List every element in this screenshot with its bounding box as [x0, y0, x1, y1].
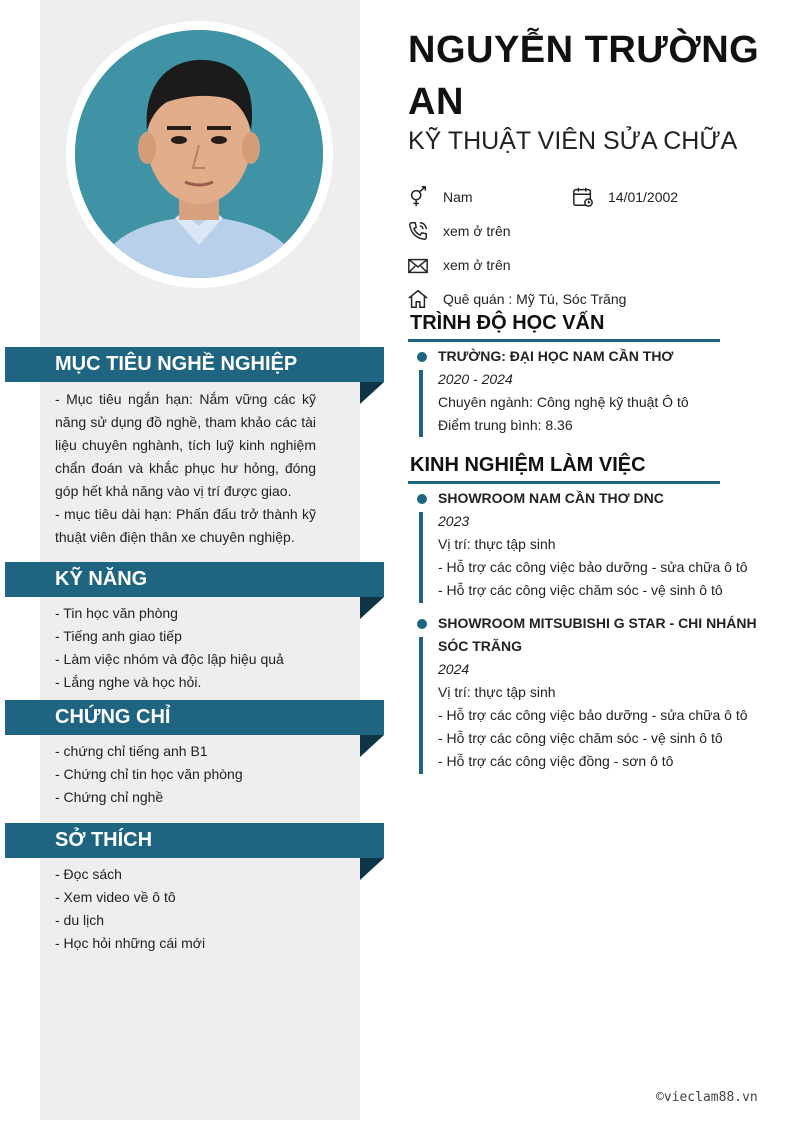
- job-position: Vị trí: thực tập sinh: [438, 684, 556, 700]
- section-header-education: TRÌNH ĐỘ HỌC VẤN: [410, 312, 605, 334]
- hobbies-list: [55, 863, 316, 955]
- job-task: - Hỗ trợ các công việc đồng - sơn ô tô: [438, 753, 674, 769]
- hobby-item: - Xem video về ô tô: [55, 889, 176, 905]
- education-gpa: Điểm trung bình: 8.36: [438, 417, 573, 433]
- company-name: SHOWROOM MITSUBISHI G STAR - CHI NHÁNH SÓC TRĂNG: [438, 615, 757, 654]
- birthdate-text: 14/01/2002: [608, 189, 679, 205]
- experience-entry: [438, 487, 783, 602]
- section-underline: [408, 339, 720, 342]
- skill-item: - Làm việc nhóm và độc lập hiệu quả: [55, 651, 284, 667]
- home-icon: [407, 288, 429, 310]
- band-fold-decoration: [360, 597, 384, 619]
- skills-list: [55, 602, 316, 694]
- skill-item: - Lắng nghe và học hỏi.: [55, 674, 202, 690]
- section-header-experience: KINH NGHIỆM LÀM VIỆC: [410, 454, 646, 476]
- education-major: Chuyên ngành: Công nghệ kỹ thuật Ô tô: [438, 394, 689, 410]
- avatar-portrait: [75, 30, 323, 278]
- band-fold-decoration: [360, 735, 384, 757]
- timeline-line: [419, 370, 423, 437]
- job-task: - Hỗ trợ các công việc bảo dưỡng - sửa chữa ô tô: [438, 707, 748, 723]
- section-underline: [408, 481, 720, 484]
- skill-item: - Tiếng anh giao tiếp: [55, 628, 182, 644]
- job-title: KỸ THUẬT VIÊN SỬA CHỮA: [408, 127, 738, 155]
- job-task: - Hỗ trợ các công việc chăm sóc - vệ sinh ô tô: [438, 582, 723, 598]
- skill-item: - Tin học văn phòng: [55, 605, 178, 621]
- gender-text: Nam: [443, 189, 473, 205]
- hobby-item: - Học hỏi những cái mới: [55, 935, 206, 951]
- hometown-text: Quê quán : Mỹ Tú, Sóc Trăng: [443, 291, 627, 307]
- phone-text: xem ở trên: [443, 223, 511, 239]
- section-header-skills: KỸ NĂNG: [5, 562, 384, 597]
- section-header-hobbies: SỞ THÍCH: [5, 823, 384, 858]
- footer-watermark: ©vieclam88.vn: [656, 1090, 758, 1105]
- education-entry: [438, 345, 689, 437]
- timeline-line: [419, 512, 423, 603]
- timeline-line: [419, 637, 423, 774]
- certificate-item: - chứng chỉ tiếng anh B1: [55, 743, 208, 759]
- job-position: Vị trí: thực tập sinh: [438, 536, 556, 552]
- certificate-item: - Chứng chỉ nghề: [55, 789, 164, 805]
- section-header-certificates: CHỨNG CHỈ: [5, 700, 384, 735]
- job-year: 2023: [438, 513, 470, 529]
- objective-line: - Mục tiêu ngắn hạn: Nắm vững các kỹ năng sử dụng đồ nghề, tham khảo các tài liệu chuyên nghành, tích luỹ kinh nghiệm chẩn đoán và khắc phục hư hỏng, đóng góp hết khả năng vào vị trí được giao.: [55, 391, 316, 499]
- calendar-icon: [572, 186, 594, 208]
- timeline-dot: [417, 352, 427, 362]
- candidate-name: NGUYỄN TRƯỜNG AN: [408, 29, 760, 123]
- phone-icon: [407, 220, 429, 242]
- school-name: TRƯỜNG: ĐẠI HỌC NAM CẦN THƠ: [438, 348, 674, 364]
- experience-entry: [438, 612, 783, 773]
- job-task: - Hỗ trợ các công việc chăm sóc - vệ sinh ô tô: [438, 730, 723, 746]
- objective-text: [55, 388, 316, 549]
- avatar: [75, 30, 323, 278]
- certificate-item: - Chứng chỉ tin học văn phòng: [55, 766, 243, 782]
- timeline-dot: [417, 494, 427, 504]
- certificates-list: [55, 740, 316, 809]
- band-fold-decoration: [360, 382, 384, 404]
- job-task: - Hỗ trợ các công việc bảo dưỡng - sửa chữa ô tô: [438, 559, 748, 575]
- company-name: SHOWROOM NAM CẦN THƠ DNC: [438, 490, 664, 506]
- gender-icon: [407, 186, 429, 208]
- email-text: xem ở trên: [443, 257, 511, 273]
- education-years: 2020 - 2024: [438, 371, 513, 387]
- job-year: 2024: [438, 661, 470, 677]
- hobby-item: - du lịch: [55, 912, 105, 928]
- hobby-item: - Đọc sách: [55, 866, 122, 882]
- objective-line: - mục tiêu dài hạn: Phấn đấu trở thành kỹ thuật viên điện thân xe chuyên nghiệp.: [55, 506, 316, 545]
- band-fold-decoration: [360, 858, 384, 880]
- mail-icon: [407, 255, 429, 277]
- timeline-dot: [417, 619, 427, 629]
- section-header-objective: MỤC TIÊU NGHỀ NGHIỆP: [5, 347, 384, 382]
